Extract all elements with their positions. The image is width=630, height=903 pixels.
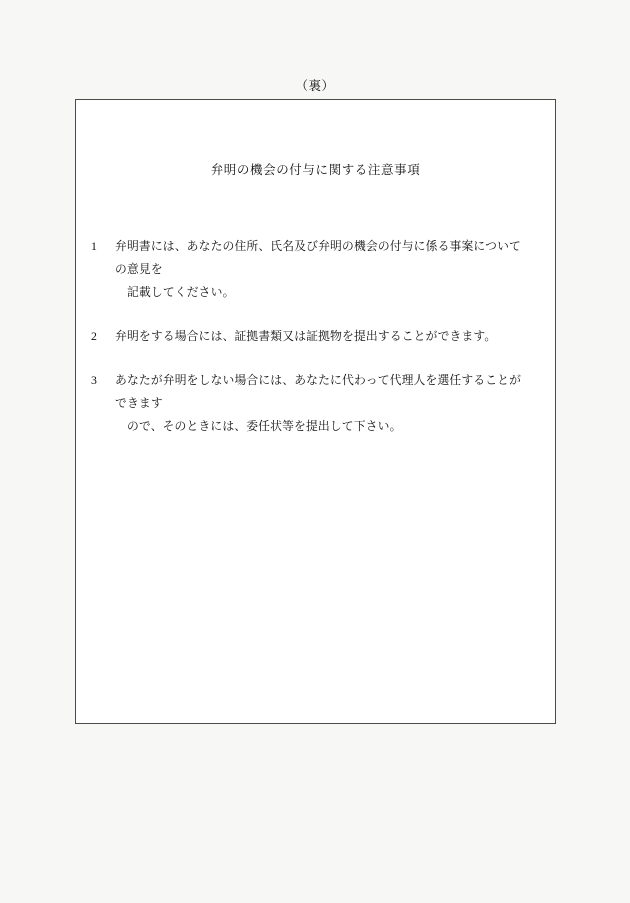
list-item [90, 325, 529, 348]
list-item-line-2: ので、そのときには、委任状等を提出して下さい。 [127, 419, 402, 433]
list-item-text [115, 235, 529, 304]
list-item-number: 1 [91, 239, 97, 253]
list-item-number: 3 [91, 373, 97, 387]
list-item-line-1: 弁明書には、あなたの住所、氏名及び弁明の機会の付与に係る事案についての意見を [115, 239, 521, 276]
list-item-line-1: あなたが弁明をしない場合には、あなたに代わって代理人を選任することができます [115, 373, 522, 410]
list-item-text [115, 369, 529, 438]
page-title: 弁明の機会の付与に関する注意事項 [210, 163, 421, 177]
list-item-text [115, 325, 529, 348]
list-item [90, 369, 529, 438]
list-item [90, 235, 529, 304]
list-item-line-2: 記載してください。 [127, 285, 235, 299]
page-side-marker: （裏） [295, 79, 335, 93]
list-item-number: 2 [91, 329, 97, 343]
list-item-line-1: 弁明をする場合には、証拠書類又は証拠物を提出することができます。 [115, 329, 497, 343]
notice-item-list [76, 235, 555, 459]
notice-box [75, 99, 556, 724]
